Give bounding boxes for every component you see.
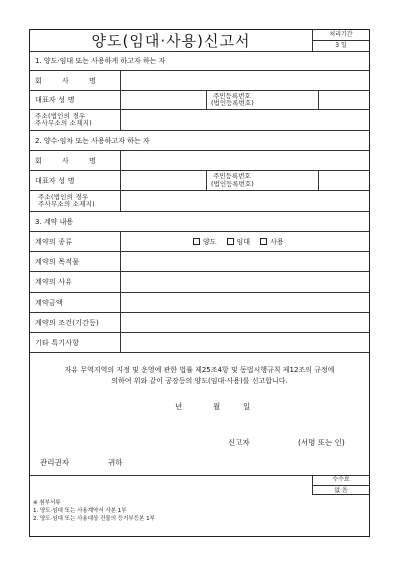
section2-rep-value[interactable] (120, 171, 206, 190)
contract-terms-label: 계약의 조건(기간등) (35, 318, 99, 327)
attachment-item-2: 2. 양도·임대 또는 사용대상 건물의 등기부등본 1부 (33, 516, 155, 522)
other-remarks-row (30, 333, 369, 353)
section2-addr-label (30, 191, 120, 211)
option-lease-checkbox[interactable] (227, 238, 234, 245)
reporter-sign: (서명 또는 인) (298, 438, 345, 447)
section1-id-label-1: 주민등록번호 (213, 91, 251, 100)
section1-addr-value[interactable] (120, 110, 369, 130)
section2-addr-label-2: 주사무소의 소재지) (38, 200, 95, 208)
section2-heading-row (30, 131, 369, 151)
date-year: 년 (175, 402, 183, 411)
section1-rep-value[interactable] (120, 91, 206, 109)
section1-rep-row (30, 91, 369, 110)
processing-box (312, 30, 369, 51)
statement-line-2: 의하여 위와 같이 공장등의 양도(임대·사용)를 신고합니다. (111, 377, 288, 385)
title-row (30, 30, 369, 52)
section1-addr-label-2: 주사무소의 소재지) (35, 119, 92, 127)
processing-label: 처리기간 (313, 30, 369, 41)
processing-days: 3 일 (335, 42, 347, 49)
contract-reason-label: 계약의 사유 (35, 278, 73, 286)
section1-addr-label (30, 110, 120, 130)
date-day: 일 (243, 402, 251, 411)
section1-rep-label: 대표자 성 명 (35, 96, 75, 104)
section2-addr-label-1: 주소(법인의 경우 (38, 192, 89, 201)
section1-addr-label-1: 주소(법인의 경우 (35, 111, 86, 120)
option-use-checkbox[interactable] (260, 238, 267, 245)
contract-amount-label: 계약금액 (35, 298, 63, 307)
contract-object-row (30, 252, 369, 272)
contract-amount-row (30, 293, 369, 313)
section2-company-value[interactable] (120, 151, 369, 170)
attachment-item-1: 1. 양도·임대 또는 사용계약서 사본 1부 (33, 508, 127, 514)
contract-terms-row (30, 313, 369, 333)
section2-heading: 2. 양수·임차 또는 사용하고자 하는 자 (35, 136, 150, 145)
section2-id-label-2: (법인등록번호) (211, 179, 254, 188)
section1-company-value[interactable] (120, 71, 369, 90)
option-transfer-checkbox[interactable] (193, 238, 200, 245)
section1-company-row (30, 71, 369, 91)
contract-terms-value[interactable] (120, 313, 369, 332)
option-use-label: 사용 (270, 237, 284, 246)
statement-line-1: 자유 무역지역의 지정 및 운영에 관한 법률 제25조4항 및 동법시행규칙 제12조의 규정에 (64, 366, 335, 374)
other-remarks-label: 기타 특기사항 (35, 338, 80, 347)
contract-reason-value[interactable] (120, 272, 369, 292)
fee-value: 없 음 (334, 487, 348, 494)
fee-box (312, 475, 369, 495)
declaration-area (30, 353, 369, 476)
section3-heading-row (30, 212, 369, 232)
recipient-suffix: 귀하 (108, 458, 123, 467)
contract-type-label: 계약의 종류 (35, 237, 73, 246)
attachments-heading: ※ 첨부서류 (33, 500, 61, 506)
section1-addr-row (30, 110, 369, 131)
section2-id-value[interactable] (318, 171, 369, 190)
option-transfer-label: 양도 (203, 237, 217, 246)
section2-company-label: 회 사 명 (35, 156, 105, 165)
report-form (29, 29, 370, 537)
section1-id-label-2: (법인등록번호) (211, 99, 254, 107)
option-lease-label: 임대 (236, 237, 251, 246)
section2-id-label-1: 주민등록번호 (213, 172, 251, 180)
section2-id-label (206, 171, 318, 190)
contract-reason-row (30, 272, 369, 293)
section2-addr-row (30, 191, 369, 212)
reporter-label: 신고자 (228, 438, 250, 447)
contract-type-options (120, 232, 369, 251)
recipient-title: 관리권자 (40, 458, 69, 467)
section2-rep-label: 대표자 성 명 (35, 176, 75, 185)
section1-company-label: 회 사 명 (35, 76, 105, 85)
contract-object-label: 계약의 목적물 (35, 257, 80, 266)
contract-object-value[interactable] (120, 252, 369, 271)
section2-addr-value[interactable] (120, 191, 369, 211)
section1-id-label (206, 91, 318, 109)
date-month: 월 (213, 402, 221, 411)
fee-label: 수수료 (313, 475, 369, 486)
section1-heading: 1. 양도·임대 또는 사용하게 하고자 하는 자 (35, 57, 166, 65)
contract-amount-value[interactable] (120, 293, 369, 312)
section2-company-row (30, 151, 369, 171)
form-title: 양도(임대·사용)신고서 (91, 32, 251, 50)
other-remarks-value[interactable] (120, 333, 369, 352)
contract-type-row (30, 232, 369, 252)
section1-heading-row (30, 52, 369, 71)
section2-rep-row (30, 171, 369, 191)
section3-heading: 3. 계약 내용 (35, 217, 74, 226)
section1-id-value[interactable] (318, 91, 369, 109)
